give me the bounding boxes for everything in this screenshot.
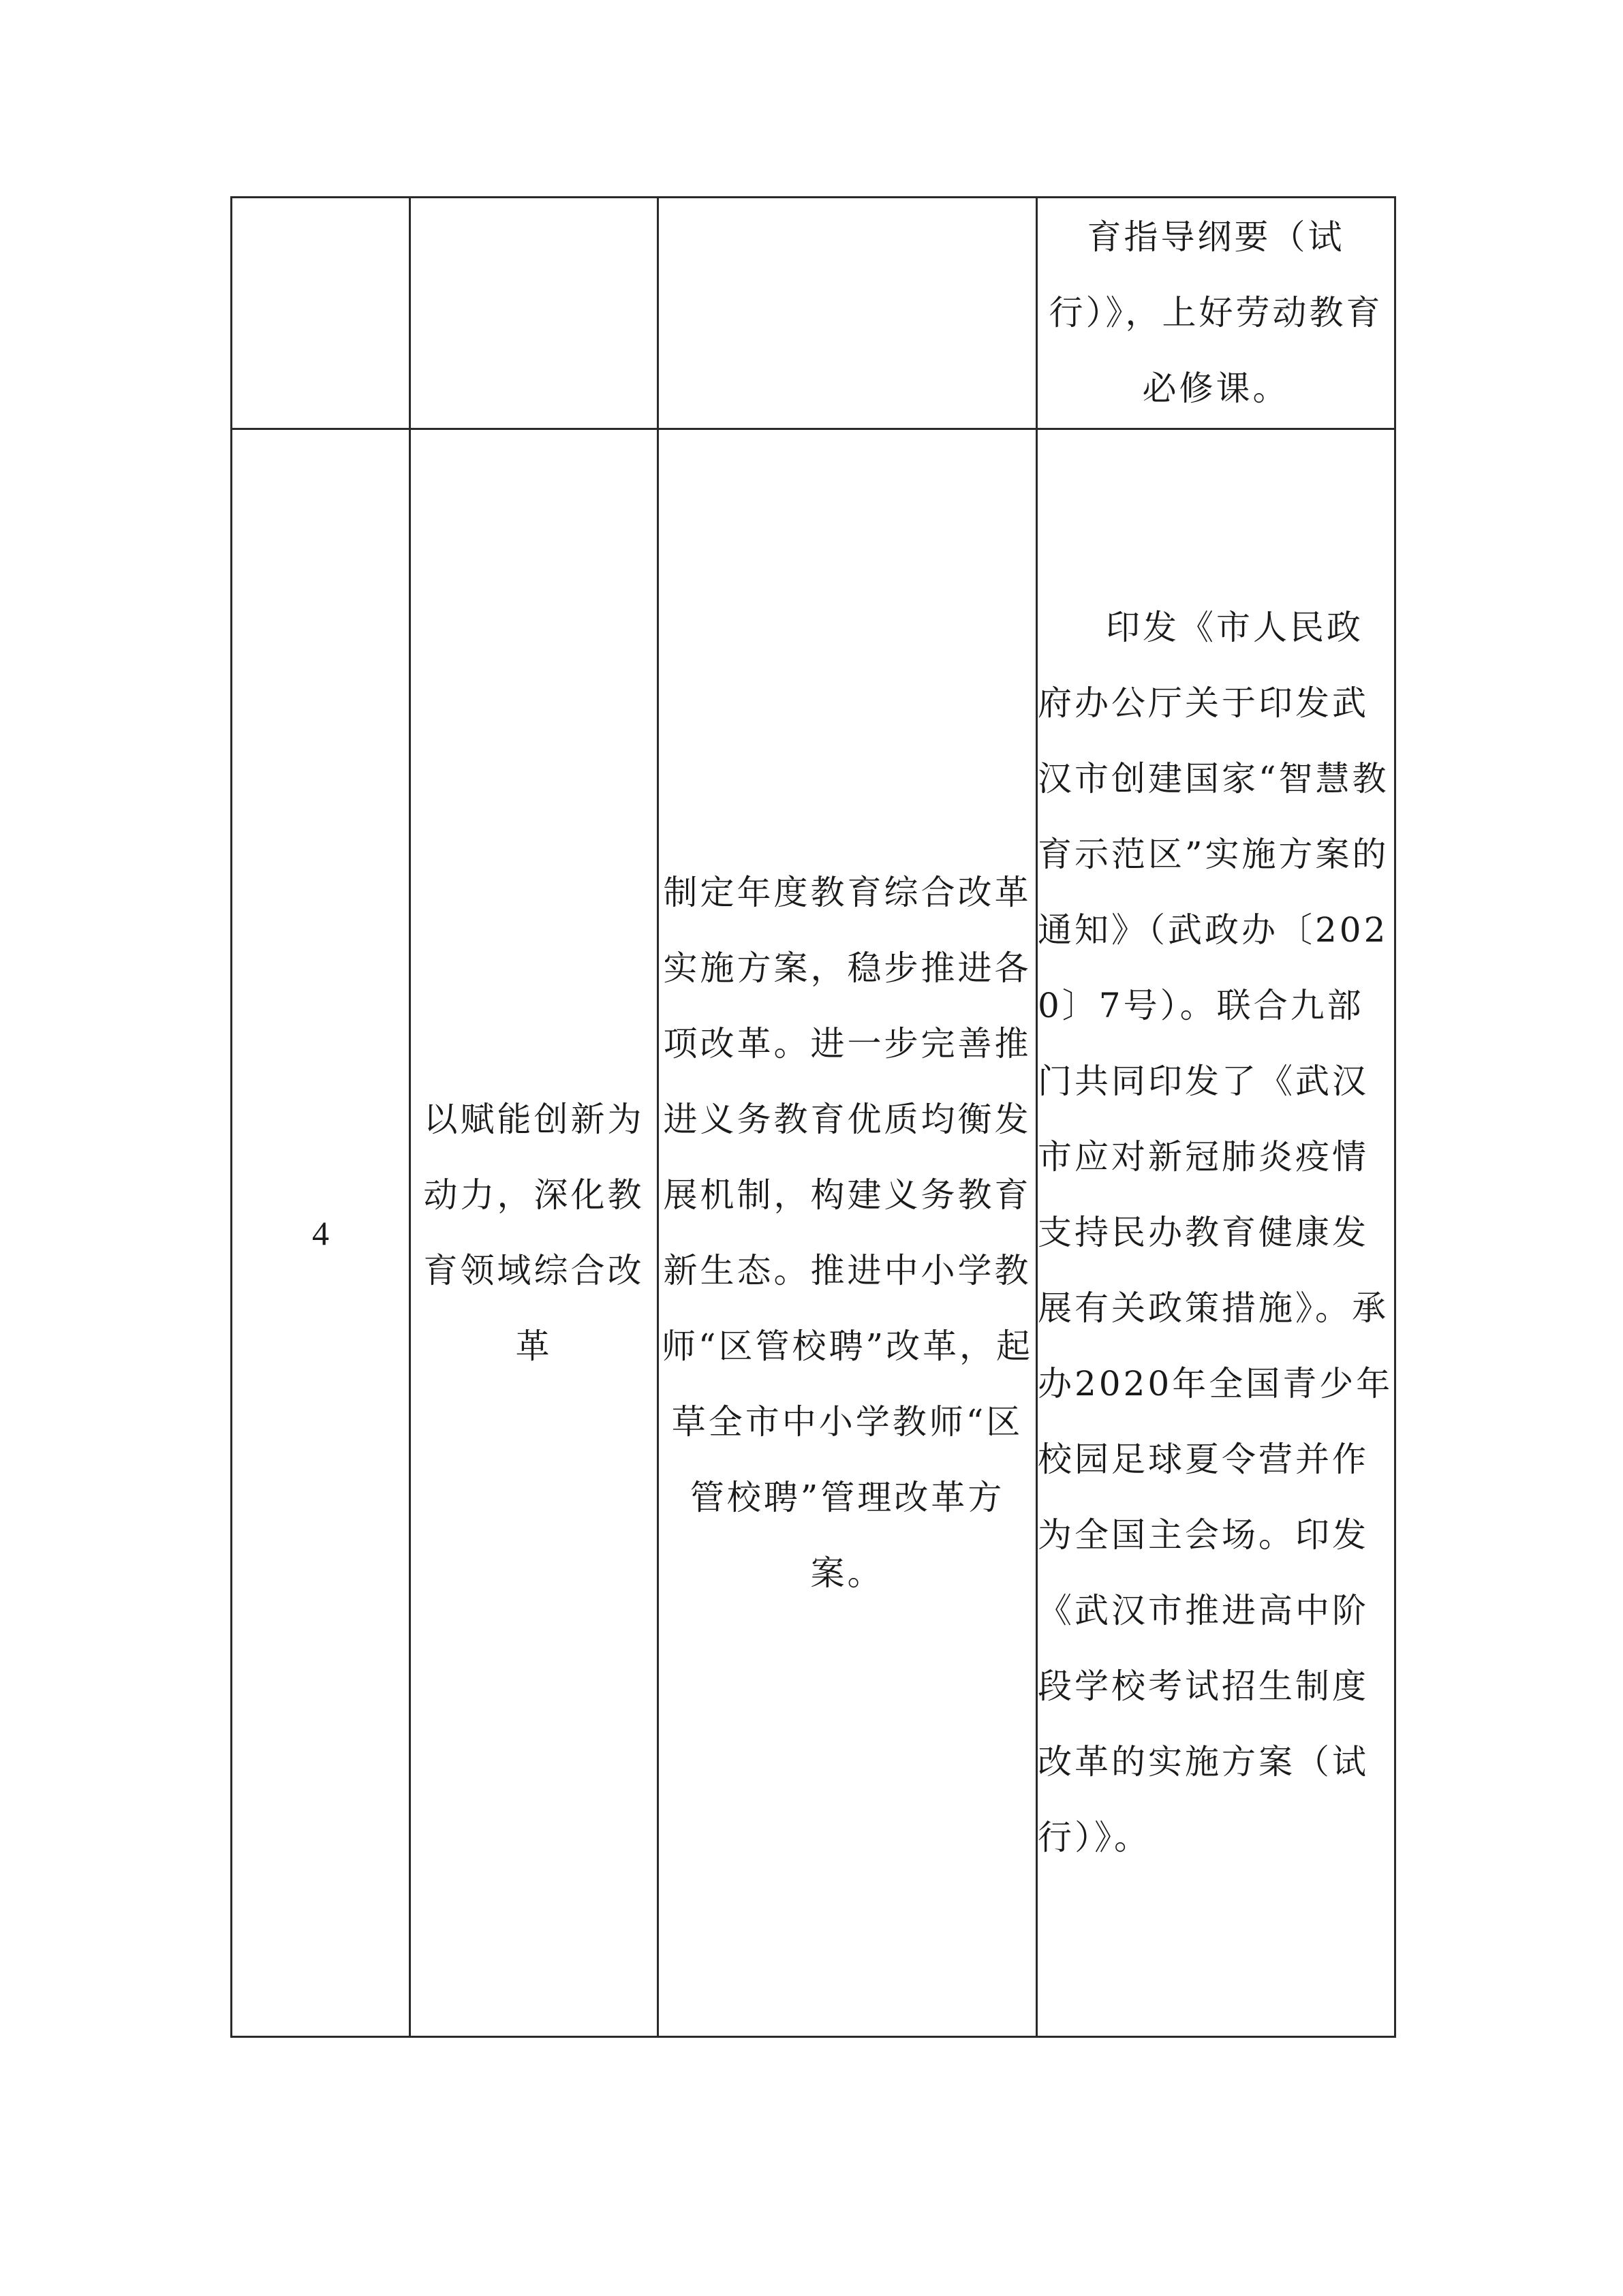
measures-cell — [658, 198, 1037, 429]
row-number: 4 — [312, 1213, 329, 1252]
number-cell — [232, 198, 410, 429]
work-progress-table — [230, 196, 1396, 2038]
number-cell — [232, 429, 410, 2037]
measures-cell — [658, 429, 1037, 2037]
task-cell — [410, 429, 658, 2037]
progress-text: 印发《市人民政府办公厅关于印发武汉市创建国家“智慧教育示范区”实施方案的通知》（武政办〔2020〕7号）。联合九部门共同印发了《武汉市应对新冠肺炎疫情支持民办教育健康发展有关政策措施》。承办2020年全国青少年校园足球夏令营并作为全国主会场。印发《武汉市推进高中阶段学校考试招生制度改革的实施方案（试行）》。 — [1038, 608, 1393, 1857]
measures-text: 制定年度教育综合改革实施方案，稳步推进各项改革。进一步完善推进义务教育优质均衡发展机制，构建义务教育新生态。推进中小学教师“区管校聘”改革，起草全市中小学教师“区管校聘”管理改革方案。 — [661, 872, 1034, 1593]
table-row-4 — [232, 429, 1395, 2037]
task-cell — [410, 198, 658, 429]
progress-cell — [1037, 429, 1395, 2037]
progress-cell — [1037, 198, 1395, 429]
task-text: 以赋能创新为动力，深化教育领域综合改革 — [423, 1099, 645, 1366]
progress-text: 育指导纲要（试行）》，上好劳动教育必修课。 — [1049, 217, 1383, 408]
table-row-continuation — [232, 198, 1395, 429]
